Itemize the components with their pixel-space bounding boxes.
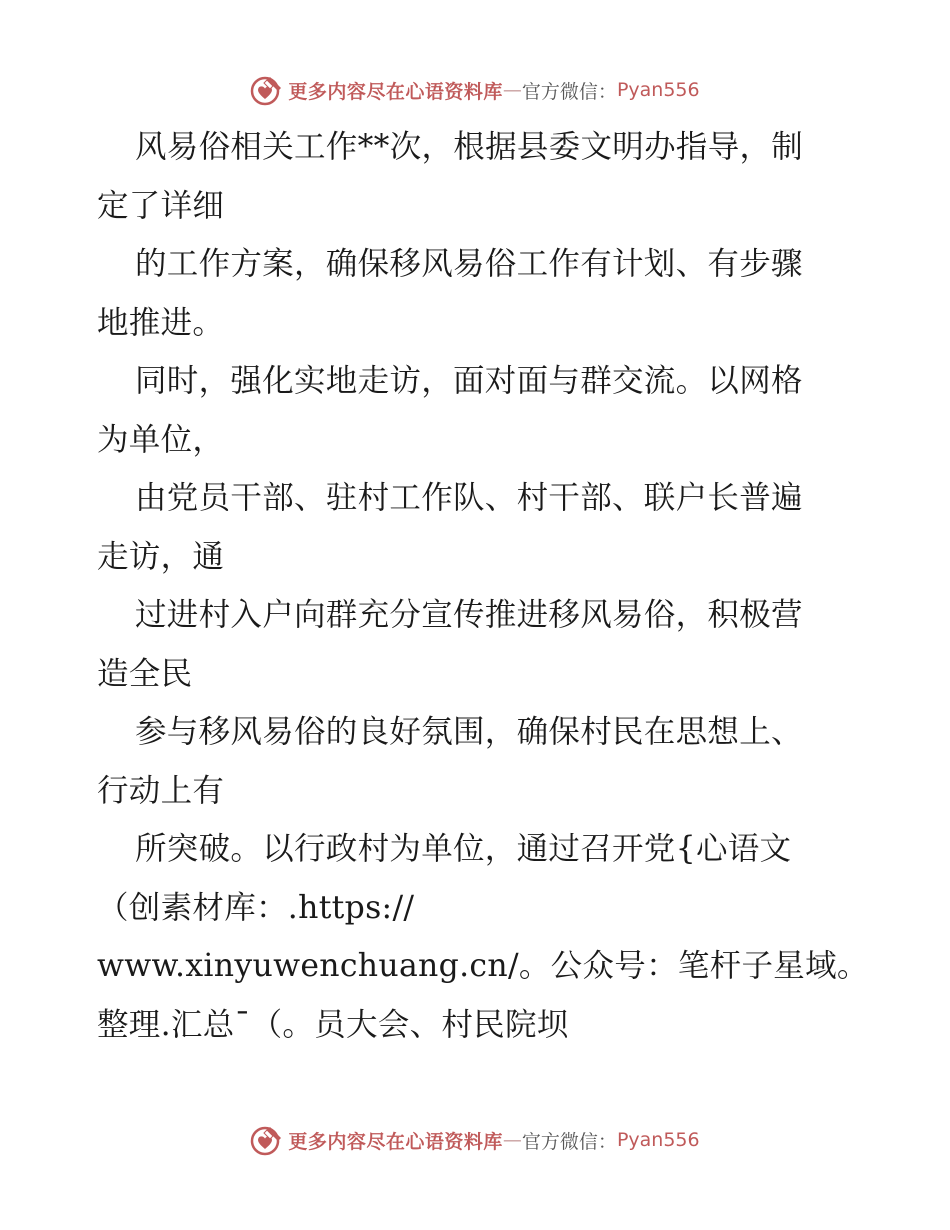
text-line: 过进村入户向群充分宣传推进移风易俗，积极营	[135, 597, 803, 633]
text-line: 同时，强化实地走访，面对面与群交流。以网格	[135, 363, 803, 399]
text-line: 造全民	[97, 655, 193, 692]
banner-wechat-id: Pyan556	[616, 1129, 700, 1151]
banner-slogan: 更多内容尽在心语资料库	[288, 80, 503, 103]
text-line: 的工作方案，确保移风易俗工作有计划、有步骤	[135, 246, 803, 282]
banner-label: 官方微信：	[521, 80, 617, 103]
heart-pen-logo-icon	[250, 73, 284, 107]
text-line: 整理.汇总¯（。员大会、村民院坝	[97, 1006, 569, 1043]
text-line: 所突破。以行政村为单位，通过召开党{心语文	[135, 831, 792, 867]
text-line: （创素材库：.https://	[97, 889, 415, 926]
banner-slogan: 更多内容尽在心语资料库	[288, 1130, 503, 1153]
document-body	[97, 118, 869, 1054]
banner-wechat-id: Pyan556	[616, 79, 700, 101]
banner-dash: —	[502, 1129, 522, 1151]
text-line: 风易俗相关工作**次，根据县委文明办指导，制	[135, 129, 804, 165]
text-line: www.xinyuwenchuang.cn/。公众号：笔杆子星域。	[97, 948, 869, 984]
text-line: 由党员干部、驻村工作队、村干部、联户长普遍	[135, 480, 803, 516]
heart-pen-logo-icon	[250, 1123, 284, 1157]
text-line: 行动上有	[97, 772, 225, 809]
text-line: 为单位，	[97, 421, 225, 458]
text-line: 定了详细	[97, 187, 225, 224]
header-banner	[0, 70, 950, 110]
text-line: 参与移风易俗的良好氛围，确保村民在思想上、	[135, 714, 803, 750]
footer-banner	[0, 1120, 950, 1160]
banner-dash: —	[502, 79, 522, 101]
text-line: 地推进。	[97, 304, 225, 341]
text-line: 走访，通	[97, 538, 225, 575]
banner-label: 官方微信：	[521, 1130, 617, 1153]
